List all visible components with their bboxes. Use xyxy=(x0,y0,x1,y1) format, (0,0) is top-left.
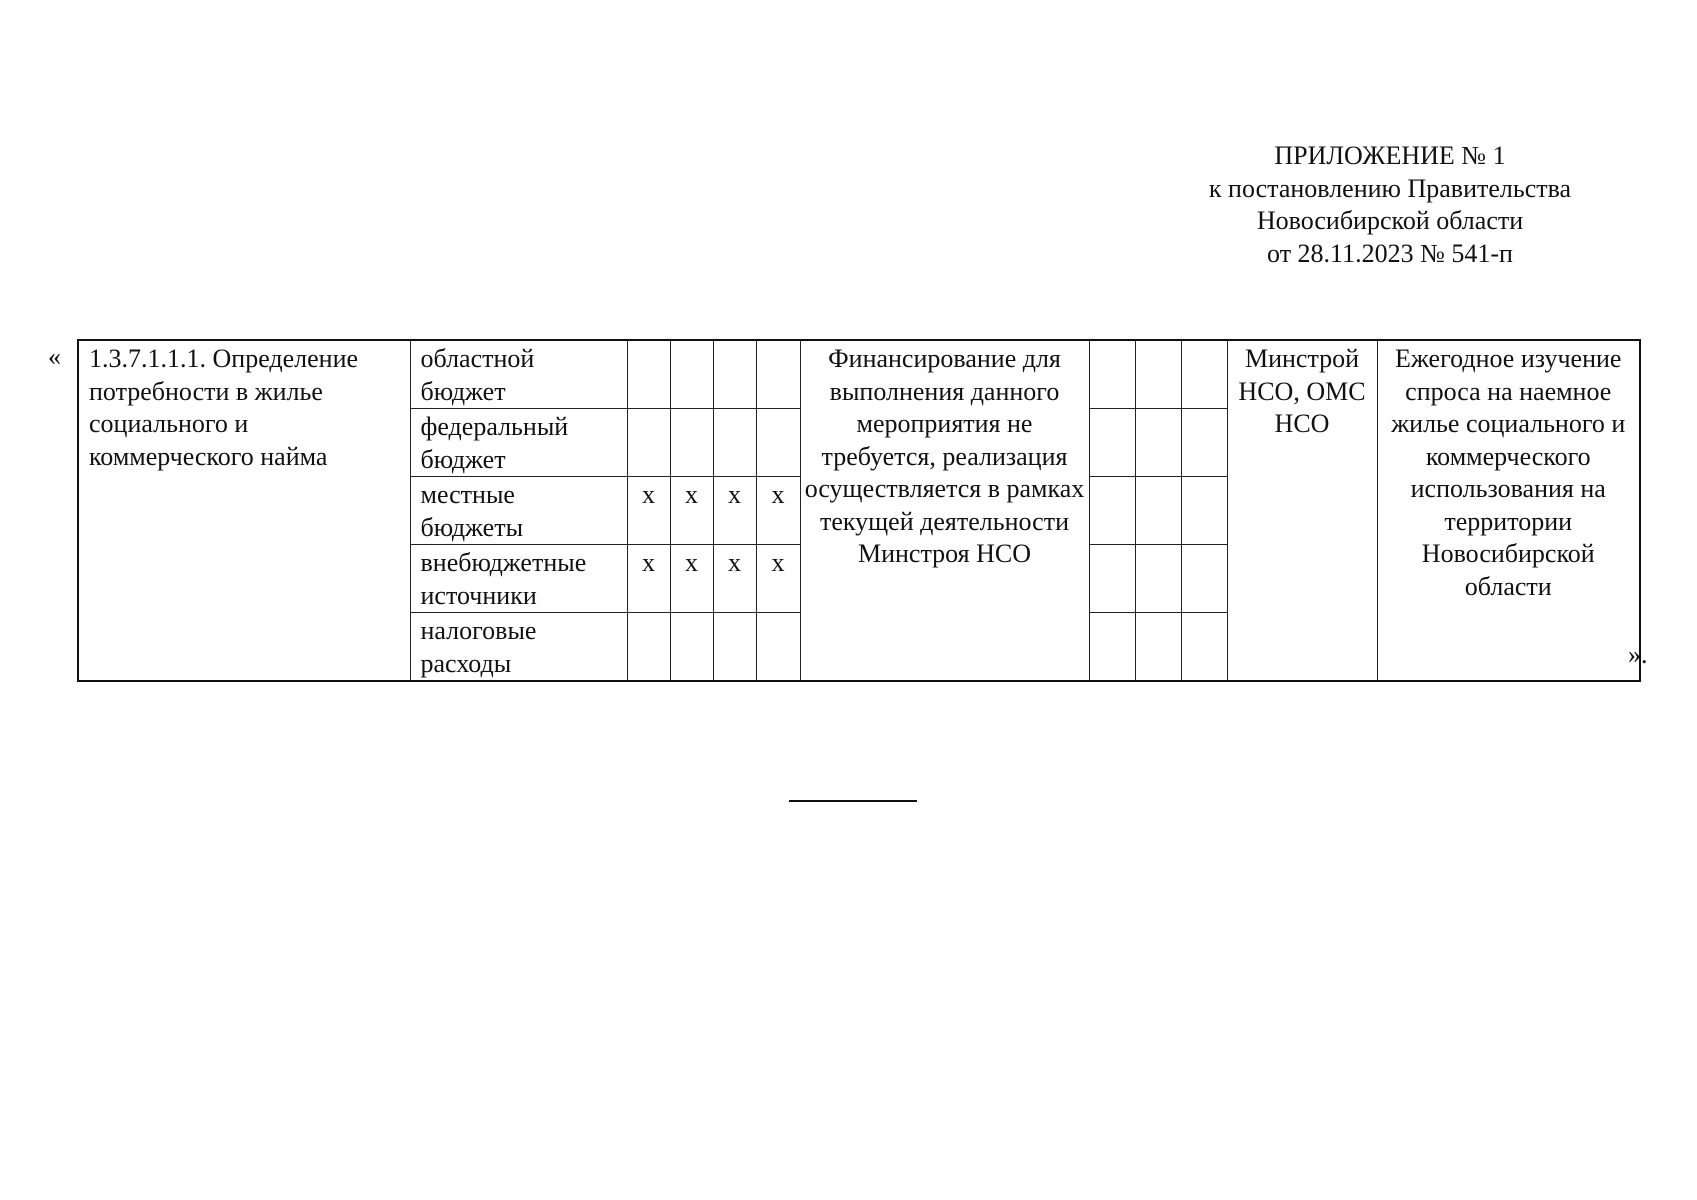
source-cell: х xyxy=(627,477,670,545)
indicator-cell xyxy=(1089,409,1135,477)
source-cell xyxy=(627,340,670,409)
source-cell: х xyxy=(756,477,800,545)
appendix-title: ПРИЛОЖЕНИЕ № 1 xyxy=(1274,141,1506,170)
indicator-cell xyxy=(1135,477,1181,545)
indicator-cell xyxy=(1135,409,1181,477)
opening-quote: « xyxy=(48,342,61,371)
source-cell xyxy=(670,613,713,682)
source-cell xyxy=(670,409,713,477)
source-cell xyxy=(713,340,756,409)
source-cell xyxy=(713,613,756,682)
indicator-cell xyxy=(1089,545,1135,613)
indicator-cell xyxy=(1089,477,1135,545)
source-cell xyxy=(713,409,756,477)
indicator-cell xyxy=(1089,613,1135,682)
source-cell xyxy=(756,613,800,682)
source-cell: х xyxy=(713,545,756,613)
indicator-cell xyxy=(1181,613,1227,682)
indicator-cell xyxy=(1135,340,1181,409)
source-cell xyxy=(627,613,670,682)
source-cell: х xyxy=(670,477,713,545)
indicator-cell xyxy=(1089,340,1135,409)
source-label: внебюджетные источники xyxy=(410,545,627,613)
source-cell xyxy=(670,340,713,409)
source-label: местные бюджеты xyxy=(410,477,627,545)
indicator-cell xyxy=(1181,545,1227,613)
executor: Минстрой НСО, ОМС НСО xyxy=(1227,340,1377,681)
source-cell: х xyxy=(713,477,756,545)
source-cell xyxy=(756,340,800,409)
indicator-cell xyxy=(1181,477,1227,545)
indicator-cell xyxy=(1181,409,1227,477)
source-cell: х xyxy=(670,545,713,613)
document-header xyxy=(1140,140,1640,270)
measures-table xyxy=(77,339,1641,682)
indicator-cell xyxy=(1181,340,1227,409)
appendix-date-number: от 28.11.2023 № 541-п xyxy=(1267,238,1513,268)
source-cell: х xyxy=(627,545,670,613)
appendix-reference: к постановлению Правительства xyxy=(1208,173,1572,203)
source-label: налоговые расходы xyxy=(410,613,627,682)
appendix-region: Новосибирской области xyxy=(1256,206,1524,235)
source-label: федеральный бюджет xyxy=(410,409,627,477)
source-cell xyxy=(756,409,800,477)
indicator-cell xyxy=(1135,545,1181,613)
expected-result: Ежегодное изучение спроса на наемное жилье социального и коммерческого использования на территории Новосибирской области xyxy=(1377,340,1640,681)
financing-note: Финансирование для выполнения данного мероприятия не требуется, реализация осуществляется в рамках текущей деятельности Минстроя НСО xyxy=(800,340,1089,681)
closing-rule xyxy=(789,800,917,802)
closing-quote: ». xyxy=(1628,640,1648,669)
source-cell xyxy=(627,409,670,477)
source-cell: х xyxy=(756,545,800,613)
table-row xyxy=(78,340,1640,409)
indicator-cell xyxy=(1135,613,1181,682)
source-label: областной бюджет xyxy=(410,340,627,409)
measure-name: 1.3.7.1.1.1. Определение потребности в жилье социального и коммерческого найма xyxy=(78,340,410,681)
